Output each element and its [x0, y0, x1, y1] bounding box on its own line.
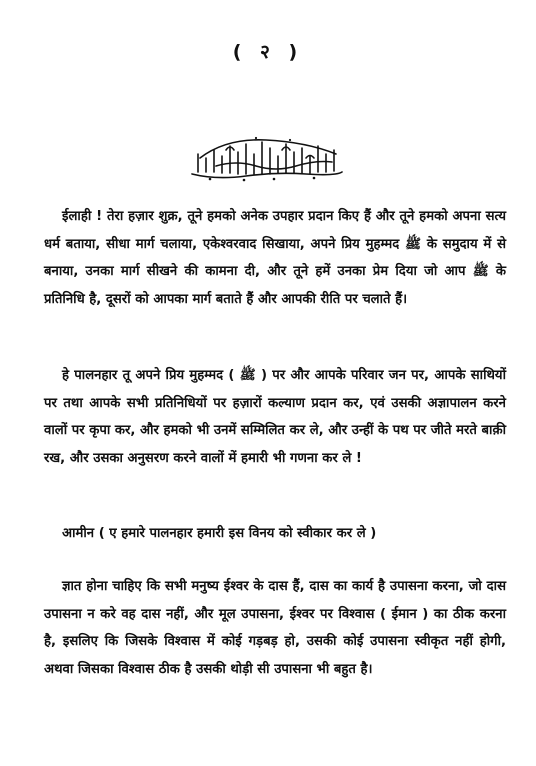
paragraph-blessing: हे पालनहार तू अपने प्रिय मुहम्मद ( ﷺ ) पर और आपके परिवार जन पर, आपके साथियों पर तथा आपके सभी प्रतिनिधियों पर हज़ारों कल्याण प्रदान कर, एवं उसकी अज्ञापालन करने वालों पर कृपा कर, और हमको भी उनमें सम्मिलित कर ले, और उन्हीं के पथ पर जीते मरते बाक़ी रख, और उसका अनुसरण करने वालों में हमारी भी गणना कर ले ! — [44, 368, 506, 466]
paragraph-gratitude: ईलाही ! तेरा हज़ार शुक्र, तूने हमको अनेक उपहार प्रदान किए हैं और तूने हमको अपना सत्य धर्म बताया, सीधा मार्ग चलाया, एकेश्वरवाद सिखाया, अपने प्रिय मुहम्मद ﷺ के समुदाय में से बनाया, उनका मार्ग सीखने की कामना दी, और तूने हमें उनका प्रेम दिया जो आप ﷺ के प्रतिनिधि है, दूसरों को आपका मार्ग बताते हैं और आपकी रीति पर चलाते हैं। — [44, 209, 506, 307]
paragraph-worship: ज्ञात होना चाहिए कि सभी मनुष्य ईश्वर के दास हैं, दास का कार्य है उपासना करना, जो दास उपासना न करे वह दास नहीं, और मूल उपासना, ईश्वर पर विश्वास ( ईमान ) का ठीक करना है, इसलिए कि जिसके विश्वास में कोई गड़बड़ हो, उसकी कोई उपासना स्वीकृत नहीं होगी, अथवा जिसका विश्वास ठीक है उसकी थोड़ी सी उपासना भी बहुत है। — [44, 579, 506, 677]
page-number: ( २ ) — [232, 41, 304, 63]
paragraph-amen: आमीन ( ए हमारे पालनहार हमारी इस विनय को स्वीकार कर ले ) — [62, 526, 377, 541]
bismillah-calligraphy-icon — [186, 132, 346, 184]
bismillah-calligraphy — [186, 132, 346, 184]
